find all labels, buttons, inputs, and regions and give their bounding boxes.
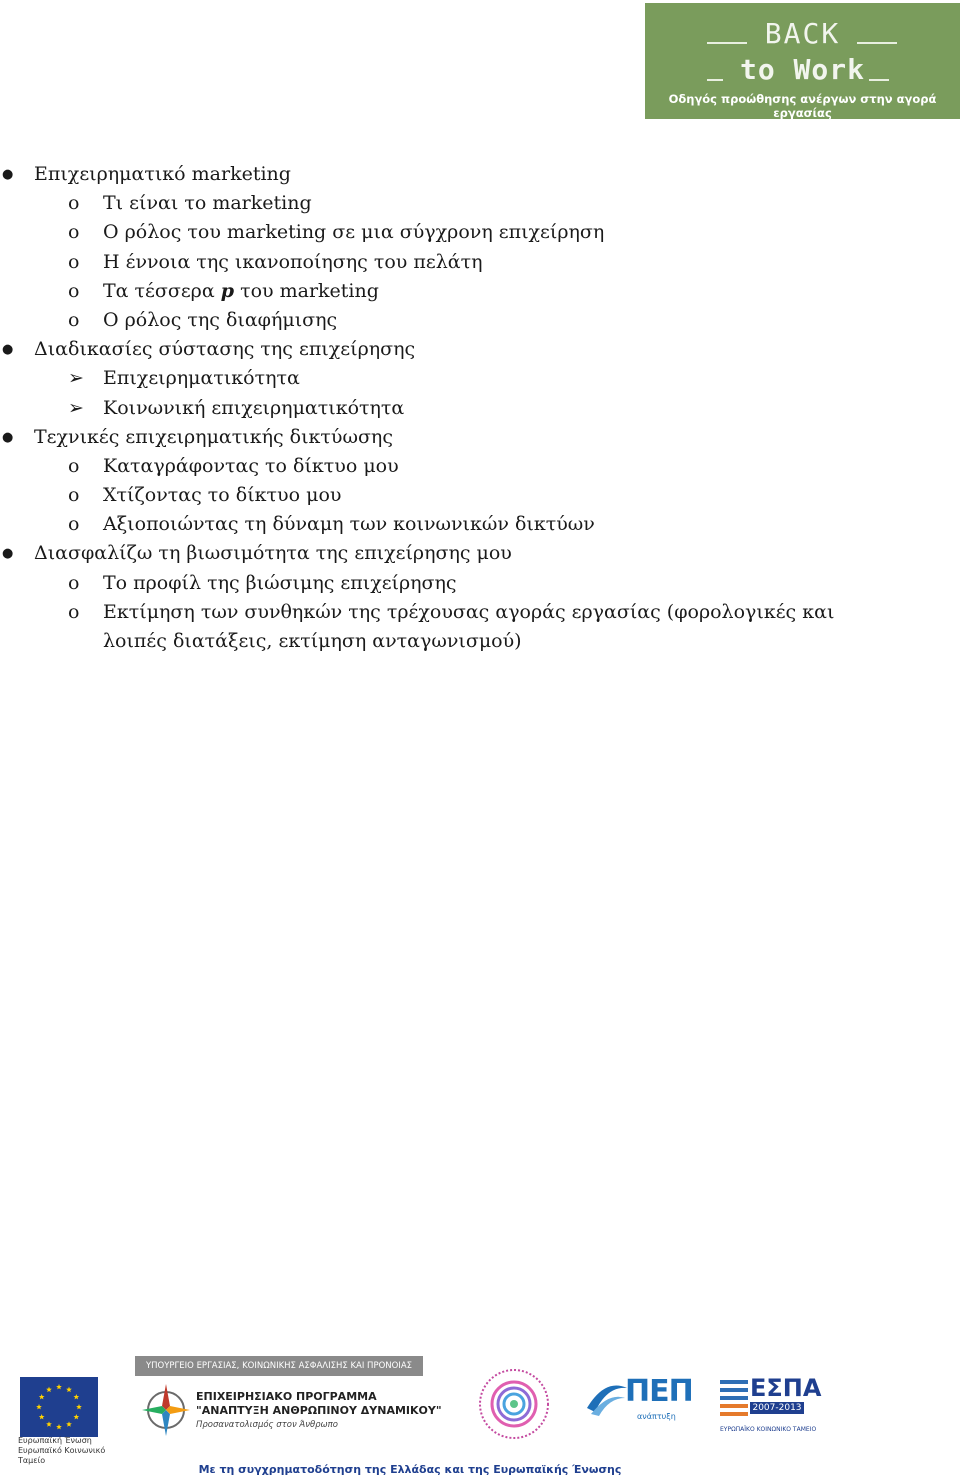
list-item xyxy=(0,306,960,335)
eu-caption-line2: Ευρωπαϊκό Κοινωνικό Ταμείο xyxy=(18,1446,106,1465)
text-part: του marketing xyxy=(234,279,379,302)
eu-star-icon xyxy=(66,1421,72,1426)
list-item xyxy=(0,423,960,452)
compass-icon xyxy=(140,1380,192,1440)
eu-caption xyxy=(18,1436,128,1466)
list-item-text: Ο ρόλος της διαφήμισης xyxy=(103,308,338,331)
list-item-text: Εκτίμηση των συνθηκών της τρέχουσας αγοράς εργασίας (φορολογικές και λοιπές διατάξεις, εκτίμηση ανταγωνισμού) xyxy=(103,600,835,652)
list-item xyxy=(0,452,960,481)
regional-seal-icon xyxy=(478,1368,550,1440)
program-title-line1: ΕΠΙΧΕΙΡΗΣΙΑΚΟ ΠΡΟΓΡΑΜΜΑ xyxy=(196,1390,377,1403)
emphasized-p: p xyxy=(220,279,235,302)
bullet-icon: ● xyxy=(2,546,14,562)
list-item xyxy=(0,189,960,218)
pep-subtitle: ανάπτυξη xyxy=(637,1412,676,1421)
program-logo xyxy=(140,1380,442,1442)
list-item xyxy=(0,160,960,189)
arrow-bullet-icon: ➢ xyxy=(68,367,84,390)
list-item-text: Κοινωνική επιχειρηματικότητα xyxy=(103,396,405,419)
circle-bullet-icon: o xyxy=(68,513,80,536)
list-item-text: Το προφίλ της βιώσιμης επιχείρησης xyxy=(103,571,457,594)
list-item xyxy=(0,569,960,598)
circle-bullet-icon: o xyxy=(68,600,80,623)
list-item-text: Ο ρόλος του marketing σε μια σύγχρονη επιχείρηση xyxy=(103,221,605,244)
list-item xyxy=(0,335,960,364)
ministry-banner: ΥΠΟΥΡΓΕΙΟ ΕΡΓΑΣΙΑΣ, ΚΟΙΝΩΝΙΚΗΣ ΑΣΦΑΛΙΣΗΣ ΚΑΙ ΠΡΟΝΟΙΑΣ xyxy=(135,1356,423,1376)
logo-title-work: to Work xyxy=(739,53,865,86)
circle-bullet-icon: o xyxy=(68,454,80,477)
circle-bullet-icon: o xyxy=(68,308,80,331)
text-part: Τα τέσσερα xyxy=(103,279,221,302)
eu-star-icon xyxy=(73,1394,79,1399)
back-to-work-logo xyxy=(645,3,960,119)
list-item xyxy=(0,277,960,306)
list-item-text: Τι είναι το marketing xyxy=(103,192,312,215)
eu-star-icon xyxy=(39,1394,45,1399)
program-slogan: Προσανατολισμός στον Άνθρωπο xyxy=(196,1420,338,1430)
list-item-text: Καταγράφοντας το δίκτυο μου xyxy=(103,454,399,477)
list-item xyxy=(0,364,960,393)
list-item xyxy=(0,539,960,568)
espa-caption: ΕΥΡΩΠΑΪΚΟ ΚΟΙΝΩΝΙΚΟ ΤΑΜΕΙΟ xyxy=(720,1426,817,1433)
list-item-text: Διασφαλίζω τη βιωσιμότητα της επιχείρησης μου xyxy=(34,542,512,565)
bullet-icon: ● xyxy=(2,167,14,182)
program-title-line2: "ΑΝΑΠΤΥΞΗ ΑΝΘΡΩΠΙΝΟΥ ΔΥΝΑΜΙΚΟΥ" xyxy=(196,1404,442,1417)
espa-years: 2007-2013 xyxy=(750,1402,804,1414)
circle-bullet-icon: o xyxy=(68,484,80,507)
list-item xyxy=(0,481,960,510)
list-item xyxy=(0,598,960,656)
list-item-text: Τεχνικές επιχειρηματικής δικτύωσης xyxy=(34,425,393,448)
list-item-text: Η έννοια της ικανοποίησης του πελάτη xyxy=(103,250,483,273)
eu-star-icon xyxy=(76,1404,82,1409)
circle-bullet-icon: o xyxy=(68,250,80,273)
circle-bullet-icon: o xyxy=(68,221,80,244)
eu-star-icon xyxy=(39,1414,45,1419)
list-item-text: Επιχειρηματικότητα xyxy=(103,367,300,390)
espa-title: ΕΣΠΑ xyxy=(750,1374,822,1402)
logo-tagline: Οδηγός προώθησης ανέργων στην αγορά εργασίας xyxy=(668,92,937,120)
list-item-text: Διαδικασίες σύστασης της επιχείρησης xyxy=(34,338,416,361)
eu-flag-icon xyxy=(20,1377,98,1437)
list-item xyxy=(0,510,960,539)
eu-caption-line1: Ευρωπαϊκή Ένωση xyxy=(18,1436,92,1445)
espa-logo xyxy=(720,1374,822,1438)
eu-stars-icon xyxy=(20,1377,98,1437)
cofunding-note: Με τη συγχρηματοδότηση της Ελλάδας και της Ευρωπαϊκής Ένωσης xyxy=(198,1463,622,1476)
pep-title: ΠΕΠ xyxy=(625,1374,693,1409)
pep-swoosh-icon xyxy=(585,1378,629,1418)
eu-star-icon xyxy=(46,1421,52,1426)
pep-logo xyxy=(585,1372,695,1430)
circle-bullet-icon: o xyxy=(68,192,80,215)
list-item xyxy=(0,394,960,423)
eu-star-icon xyxy=(73,1414,79,1419)
eu-star-icon xyxy=(56,1424,62,1429)
eu-star-icon xyxy=(56,1384,62,1389)
list-item-text: Επιχειρηματικό marketing xyxy=(34,163,291,185)
greek-flag-icon xyxy=(720,1376,748,1416)
list-item-text: Χτίζοντας το δίκτυο μου xyxy=(103,484,342,507)
arrow-bullet-icon: ➢ xyxy=(68,396,84,419)
bullet-icon: ● xyxy=(2,342,14,358)
eu-star-icon xyxy=(36,1404,42,1409)
circle-bullet-icon: o xyxy=(68,571,80,594)
eu-star-icon xyxy=(66,1387,72,1392)
list-item xyxy=(0,248,960,277)
logo-title-back: BACK xyxy=(764,17,841,50)
funding-logos xyxy=(0,1350,960,1465)
eu-star-icon xyxy=(46,1387,52,1392)
list-item-text: Αξιοποιώντας τη δύναμη των κοινωνικών δικτύων xyxy=(103,513,595,536)
list-item xyxy=(0,218,960,247)
circle-bullet-icon: o xyxy=(68,279,80,302)
list-item-text xyxy=(103,277,379,306)
bullet-icon: ● xyxy=(2,429,14,445)
course-outline xyxy=(0,160,960,656)
